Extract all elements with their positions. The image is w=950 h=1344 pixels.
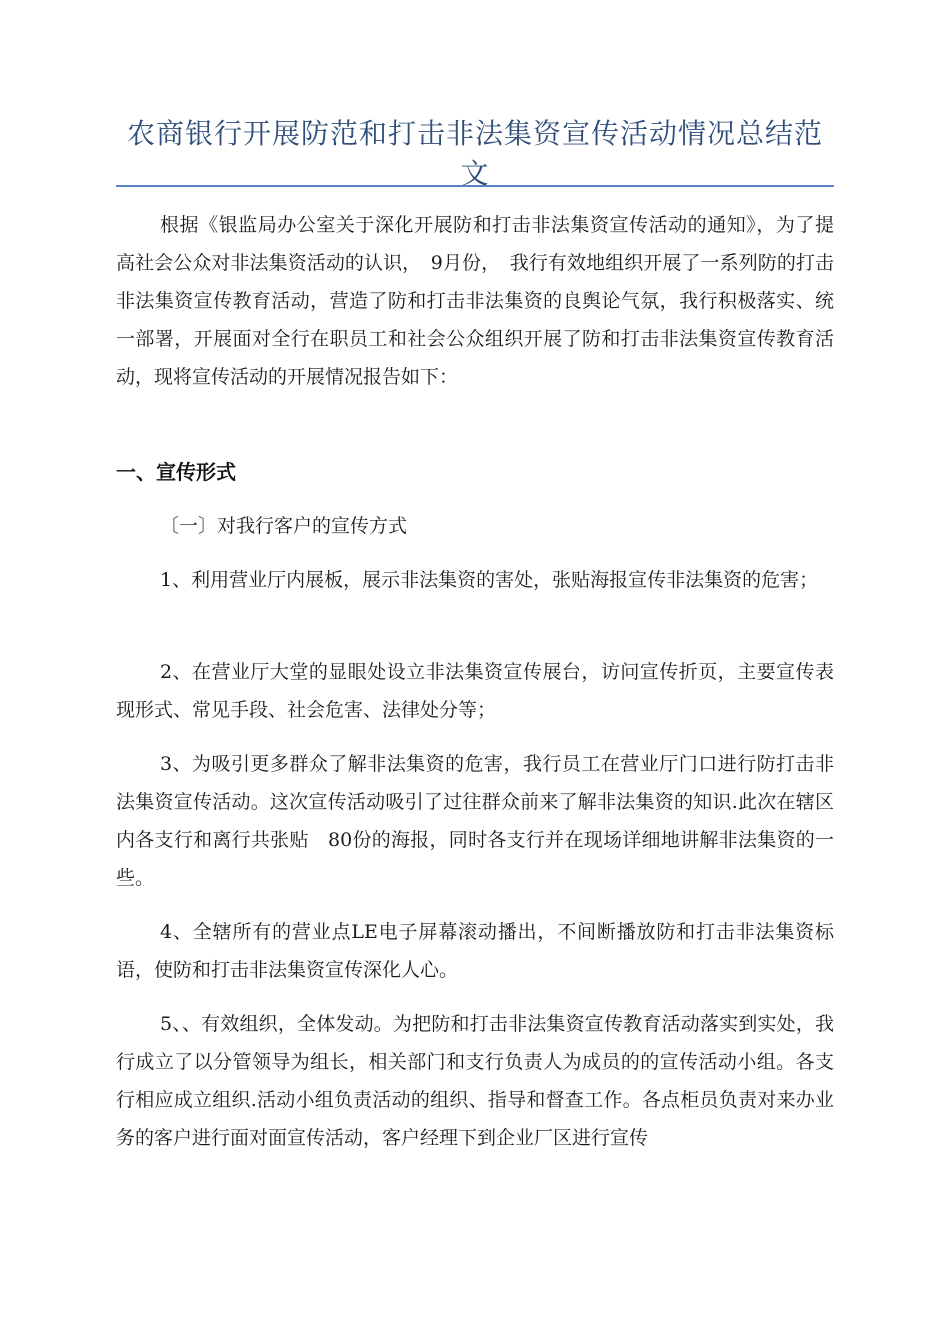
list-item-1: 1、利用营业厅内展板，展示非法集资的害处，张贴海报宣传非法集资的危害； xyxy=(160,569,819,591)
list-item-5: 5、、有效组织，全体发动。为把防和打击非法集资宣传教育活动落实到实处，我行成立了以分管领导为组长，相关部门和支行负责人为成员的的宣传活动小组。各支行相应成立组织.活动小组负责活动的组织、指导和督查工作。各点柜员负责对来办业务的客户进行面对面宣传活动，客户经理下到企业厂区进行宣传 xyxy=(116,1013,834,1149)
list-item-4: 4、全辖所有的营业点LE电子屏幕滚动播出，不间断播放防和打击非法集资标语，使防和打击非法集资宣传深化人心。 xyxy=(116,921,834,981)
list-item-2: 2、在营业厅大堂的显眼处设立非法集资宣传展台，访问宣传折页，主要宣传表现形式、常见手段、社会危害、法律处分等； xyxy=(116,661,834,721)
title-underline xyxy=(116,185,834,187)
intro-paragraph: 根据《银监局办公室关于深化开展防和打击非法集资宣传活动的通知》，为了提高社会公众对非法集资活动的认识， 9月份， 我行有效地组织开展了一系列防的打击非法集资宣传教育活动，营造了防和打击非法集资的良舆论气氛，我行积极落实、统一部署，开展面对全行在职员工和社会公众组织开展了防和打击非法集资宣传教育活动，现将宣传活动的开展情况报告如下： xyxy=(116,214,834,388)
subsection-heading-1: 〔一〕对我行客户的宣传方式 xyxy=(160,515,408,537)
section-heading-1: 一、宣传形式 xyxy=(116,460,236,484)
document-title: 农商银行开展防范和打击非法集资宣传活动情况总结范文 xyxy=(126,117,823,190)
list-item-3: 3、为吸引更多群众了解非法集资的危害，我行员工在营业厅门口进行防打击非法集资宣传活动。这次宣传活动吸引了过往群众前来了解非法集资的知识.此次在辖区内各支行和离行共张贴 80份的海报，同时各支行并在现场详细地讲解非法集资的一些。 xyxy=(116,753,834,889)
